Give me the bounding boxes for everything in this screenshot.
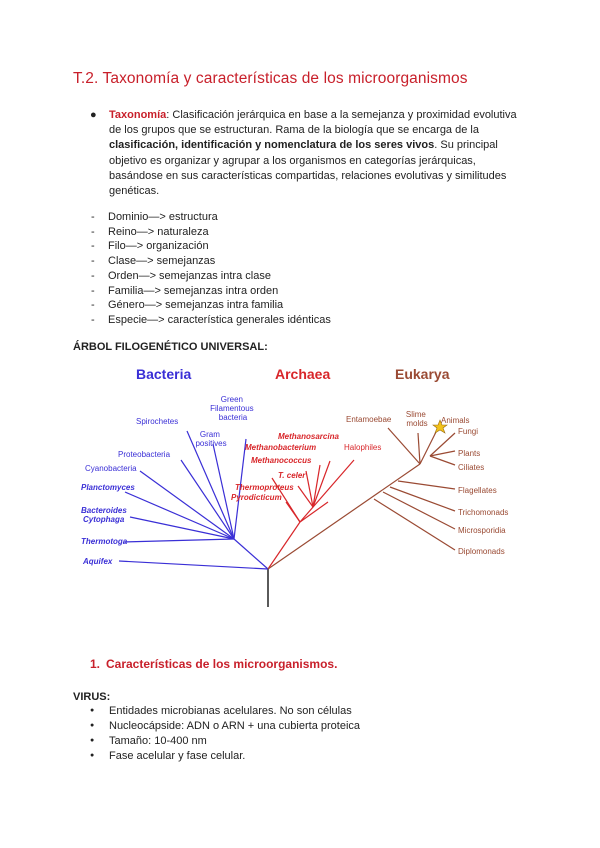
label-line: Filamentous bbox=[210, 404, 254, 413]
label-line: Gram bbox=[199, 430, 220, 439]
rank-item: - Filo—> organización bbox=[91, 239, 331, 254]
label-microsporidia: Microsporidia bbox=[458, 526, 506, 535]
section-title: Características de los microorganismos. bbox=[106, 657, 338, 671]
label-line: Cytophaga bbox=[83, 515, 125, 524]
label-line: bacteria bbox=[218, 413, 248, 422]
label-ciliates: Ciliates bbox=[458, 463, 485, 472]
taxonomy-paragraph bbox=[109, 108, 530, 199]
label-halophiles: Halophiles bbox=[344, 443, 382, 452]
taxonomy-keyword: Taxonomía bbox=[109, 109, 167, 121]
label-animals: Animals bbox=[441, 416, 470, 425]
phylogenetic-tree bbox=[68, 359, 538, 614]
label-line: molds bbox=[406, 419, 428, 428]
label-trichomonads: Trichomonads bbox=[458, 508, 509, 517]
virus-item: ● Entidades microbianas acelulares. No son células bbox=[90, 704, 360, 719]
label-methanococcus: Methanococcus bbox=[251, 456, 312, 465]
rank-item: - Clase—> semejanzas bbox=[91, 254, 331, 269]
rank-item: - Dominio—> estructura bbox=[91, 210, 331, 225]
label-plants: Plants bbox=[458, 449, 481, 458]
taxonomy-text-2: . Su principal objetivo es organizar y agrupar a los organismos en categorías jerárquicas, basándose en sus características compartidas, relaciones evolutivas y similitudes genéticas. bbox=[109, 139, 507, 198]
label-pyrodicticum: Pyrodicticum bbox=[231, 493, 282, 502]
taxonomic-ranks-list bbox=[91, 210, 331, 328]
label-methanosarcina: Methanosarcina bbox=[278, 432, 339, 441]
label-t-celer: T. celer bbox=[278, 471, 306, 480]
label-thermoproteus: Thermoproteus bbox=[235, 483, 294, 492]
label-spirochetes: Spirochetes bbox=[136, 417, 179, 426]
label-methanobacterium: Methanobacterium bbox=[245, 443, 317, 452]
label-line: Green bbox=[220, 395, 243, 404]
rank-item: - Especie—> característica generales idénticas bbox=[91, 313, 331, 328]
rank-item: - Orden—> semejanzas intra clase bbox=[91, 269, 331, 284]
virus-list bbox=[90, 704, 360, 764]
label-line: Bacteroides bbox=[81, 506, 127, 515]
domain-eukarya: Eukarya bbox=[395, 366, 450, 382]
virus-item: ● Tamaño: 10-400 nm bbox=[90, 734, 360, 749]
virus-heading: VIRUS: bbox=[73, 691, 111, 703]
label-line: positives bbox=[195, 439, 227, 448]
virus-item: ● Fase acelular y fase celular. bbox=[90, 749, 360, 764]
label-cyanobacteria: Cyanobacteria bbox=[85, 464, 137, 473]
label-bacteroides-cytophaga bbox=[81, 506, 129, 524]
section-heading bbox=[90, 657, 337, 671]
tree-heading: ÁRBOL FILOGENÉTICO UNIVERSAL: bbox=[73, 341, 268, 353]
rank-item: - Género—> semejanzas intra familia bbox=[91, 298, 331, 313]
label-green-filamentous bbox=[210, 395, 256, 422]
label-planctomyces: Planctomyces bbox=[81, 483, 135, 492]
label-diplomonads: Diplomonads bbox=[458, 547, 505, 556]
label-slime-molds bbox=[406, 410, 428, 428]
domain-archaea: Archaea bbox=[275, 366, 331, 382]
virus-item: ● Nucleocápside: ADN o ARN + una cubierta proteica bbox=[90, 719, 360, 734]
label-fungi: Fungi bbox=[458, 427, 479, 436]
label-thermotoga: Thermotoga bbox=[81, 537, 128, 546]
label-proteobacteria: Proteobacteria bbox=[118, 450, 171, 459]
taxonomy-bold-text: clasificación, identificación y nomenclatura de los seres vivos bbox=[109, 139, 435, 152]
page-title: T.2. Taxonomía y características de los microorganismos bbox=[73, 70, 468, 87]
rank-item: - Familia—> semejanzas intra orden bbox=[91, 284, 331, 299]
label-line: Slime bbox=[405, 410, 426, 419]
section-number: 1. bbox=[90, 657, 101, 671]
taxonomy-definition bbox=[90, 108, 530, 199]
label-entamoebae: Entamoebae bbox=[346, 415, 392, 424]
domain-bacteria: Bacteria bbox=[136, 366, 192, 382]
label-gram-positives bbox=[195, 430, 226, 448]
rank-item: - Reino—> naturaleza bbox=[91, 225, 331, 240]
label-flagellates: Flagellates bbox=[458, 486, 497, 495]
taxonomy-text-1: : Clasificación jerárquica en base a la semejanza y proximidad evolutiva de los grupos que se estructuran. Rama de la biología que se encarga de la bbox=[109, 109, 517, 137]
bullet: ● bbox=[90, 109, 97, 121]
label-aquifex: Aquifex bbox=[83, 557, 113, 566]
